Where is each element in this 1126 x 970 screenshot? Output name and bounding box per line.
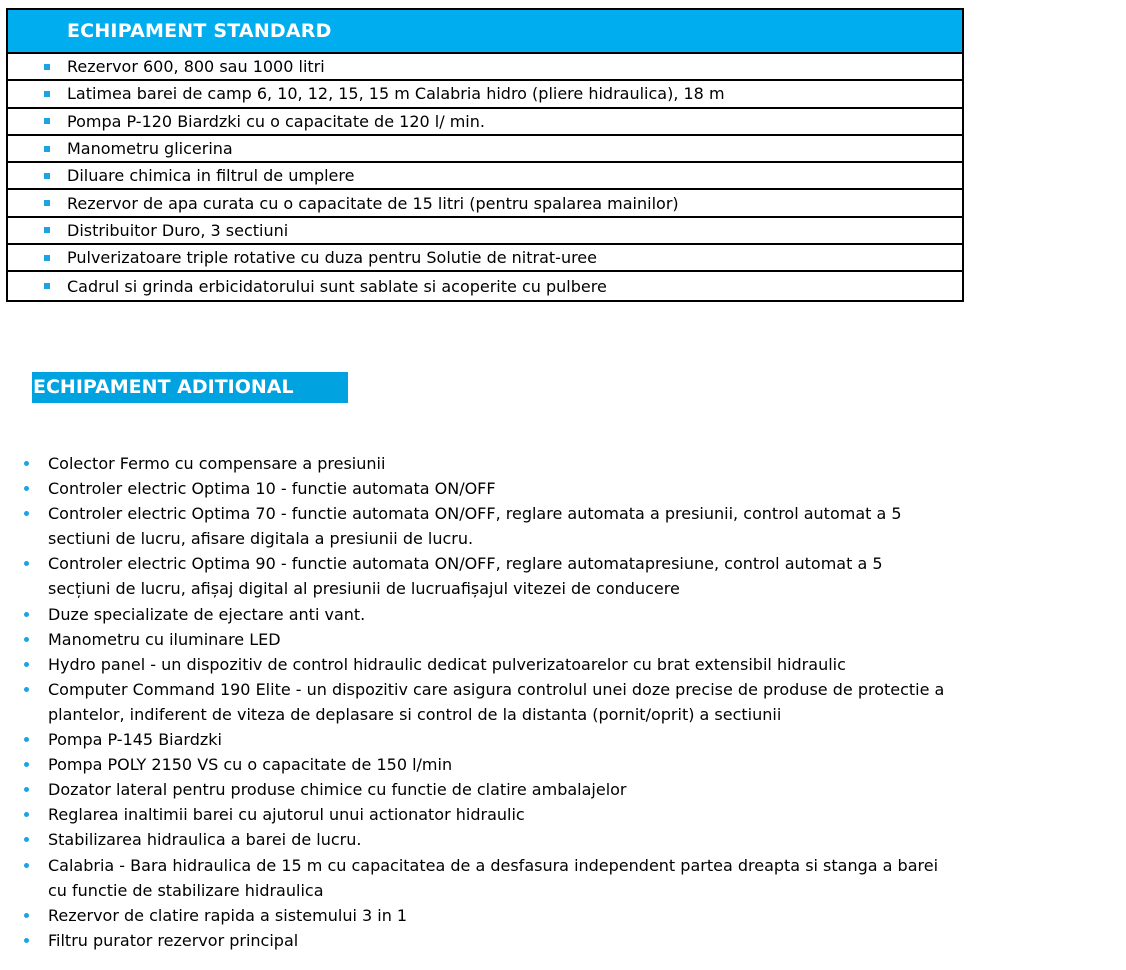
- list-item: [0, 777, 1110, 802]
- list-item: [0, 627, 1110, 652]
- list-item: [0, 802, 1110, 827]
- list-item-text: Pompa P-145 Biardzki: [48, 730, 222, 750]
- round-bullet-icon: [24, 662, 29, 667]
- list-item-continuation: [0, 576, 1110, 601]
- row-text: Rezervor 600, 800 sau 1000 litri: [67, 57, 325, 77]
- list-item-text: Controler electric Optima 70 - functie automata ON/OFF, reglare automata a presiunii, control automat a 5: [48, 504, 902, 524]
- square-bullet-icon: [44, 91, 50, 97]
- table-row: [8, 136, 962, 163]
- round-bullet-icon: [24, 913, 29, 918]
- square-bullet-icon: [44, 255, 50, 261]
- list-item-continuation: [0, 878, 1110, 903]
- round-bullet-icon: [24, 561, 29, 566]
- list-item: [0, 652, 1110, 677]
- row-text: Distribuitor Duro, 3 sectiuni: [67, 220, 289, 240]
- additional-equipment-title: ECHIPAMENT ADITIONAL: [32, 372, 348, 403]
- list-item-text: Dozator lateral pentru produse chimice cu functie de clatire ambalajelor: [48, 780, 627, 800]
- square-bullet-icon: [44, 146, 50, 152]
- table-row: [8, 190, 962, 217]
- list-item-text: Controler electric Optima 90 - functie automata ON/OFF, reglare automatapresiune, control automat a 5: [48, 554, 883, 574]
- list-item-text: Reglarea inaltimii barei cu ajutorul unui actionator hidraulic: [48, 805, 525, 825]
- list-item-text: Stabilizarea hidraulica a barei de lucru.: [48, 830, 362, 850]
- row-text: Diluare chimica in filtrul de umplere: [67, 166, 355, 186]
- list-item: [0, 853, 1110, 878]
- row-text: Pompa P-120 Biardzki cu o capacitate de 120 l/ min.: [67, 111, 485, 131]
- round-bullet-icon: [24, 486, 29, 491]
- list-item-text: Computer Command 190 Elite - un dispozitiv care asigura controlul unei doze precise de produse de protectie a: [48, 679, 945, 699]
- list-item: [0, 602, 1110, 627]
- square-bullet-icon: [44, 118, 50, 124]
- standard-equipment-header: [8, 10, 962, 54]
- list-item-text: cu functie de stabilizare hidraulica: [48, 880, 324, 900]
- list-item: [0, 451, 1110, 476]
- list-item-text: Rezervor de clatire rapida a sistemului 3 in 1: [48, 905, 408, 925]
- round-bullet-icon: [24, 787, 29, 792]
- row-text: Cadrul si grinda erbicidatorului sunt sablate si acoperite cu pulbere: [67, 276, 607, 296]
- list-item-text: Filtru purator rezervor principal: [48, 930, 299, 950]
- square-bullet-icon: [44, 200, 50, 206]
- round-bullet-icon: [24, 737, 29, 742]
- row-text: Rezervor de apa curata cu o capacitate de 15 litri (pentru spalarea mainilor): [67, 193, 679, 213]
- list-item: [0, 476, 1110, 501]
- standard-equipment-title: ECHIPAMENT STANDARD: [67, 20, 332, 42]
- row-text: Pulverizatoare triple rotative cu duza pentru Solutie de nitrat-uree: [67, 248, 597, 268]
- row-text: Manometru glicerina: [67, 139, 233, 159]
- list-item: [0, 501, 1110, 526]
- round-bullet-icon: [24, 863, 29, 868]
- round-bullet-icon: [24, 637, 29, 642]
- table-row: [8, 54, 962, 81]
- list-item: [0, 928, 1110, 953]
- square-bullet-icon: [44, 283, 50, 289]
- list-item-text: Calabria - Bara hidraulica de 15 m cu capacitatea de a desfasura independent partea dreapta si stanga a barei: [48, 855, 939, 875]
- round-bullet-icon: [24, 837, 29, 842]
- additional-equipment-list: [0, 451, 1110, 953]
- list-item-text: Controler electric Optima 10 - functie automata ON/OFF: [48, 479, 496, 499]
- list-item: [0, 677, 1110, 702]
- round-bullet-icon: [24, 511, 29, 516]
- square-bullet-icon: [44, 227, 50, 233]
- square-bullet-icon: [44, 64, 50, 70]
- list-item-text: Colector Fermo cu compensare a presiunii: [48, 454, 386, 473]
- list-item-text: Hydro panel - un dispozitiv de control hidraulic dedicat pulverizatoarelor cu brat extensibil hidraulic: [48, 654, 846, 674]
- list-item-text: Duze specializate de ejectare anti vant.: [48, 604, 366, 624]
- list-item-text: secțiuni de lucru, afișaj digital al presiunii de lucruafișajul vitezei de conducere: [48, 579, 680, 599]
- round-bullet-icon: [24, 687, 29, 692]
- list-item-text: Manometru cu iluminare LED: [48, 629, 281, 649]
- round-bullet-icon: [24, 938, 29, 943]
- round-bullet-icon: [24, 762, 29, 767]
- list-item: [0, 551, 1110, 576]
- row-text: Latimea barei de camp 6, 10, 12, 15, 15 m Calabria hidro (pliere hidraulica), 18 m: [67, 84, 725, 104]
- list-item-text: plantelor, indiferent de viteza de deplasare si control de la distanta (pornit/oprit) a sectiunii: [48, 704, 782, 724]
- square-bullet-icon: [44, 173, 50, 179]
- standard-equipment-table: [6, 8, 964, 302]
- round-bullet-icon: [24, 461, 29, 466]
- list-item: [0, 727, 1110, 752]
- list-item: [0, 903, 1110, 928]
- table-row: [8, 81, 962, 108]
- table-row: [8, 109, 962, 136]
- table-row: [8, 163, 962, 190]
- table-row: [8, 218, 962, 245]
- list-item: [0, 827, 1110, 852]
- round-bullet-icon: [24, 812, 29, 817]
- table-row: [8, 272, 962, 299]
- round-bullet-icon: [24, 612, 29, 617]
- list-item-text: Pompa POLY 2150 VS cu o capacitate de 150 l/min: [48, 755, 453, 775]
- list-item-text: sectiuni de lucru, afisare digitala a presiunii de lucru.: [48, 529, 474, 549]
- table-row: [8, 245, 962, 272]
- list-item: [0, 752, 1110, 777]
- list-item-continuation: [0, 702, 1110, 727]
- list-item-continuation: [0, 526, 1110, 551]
